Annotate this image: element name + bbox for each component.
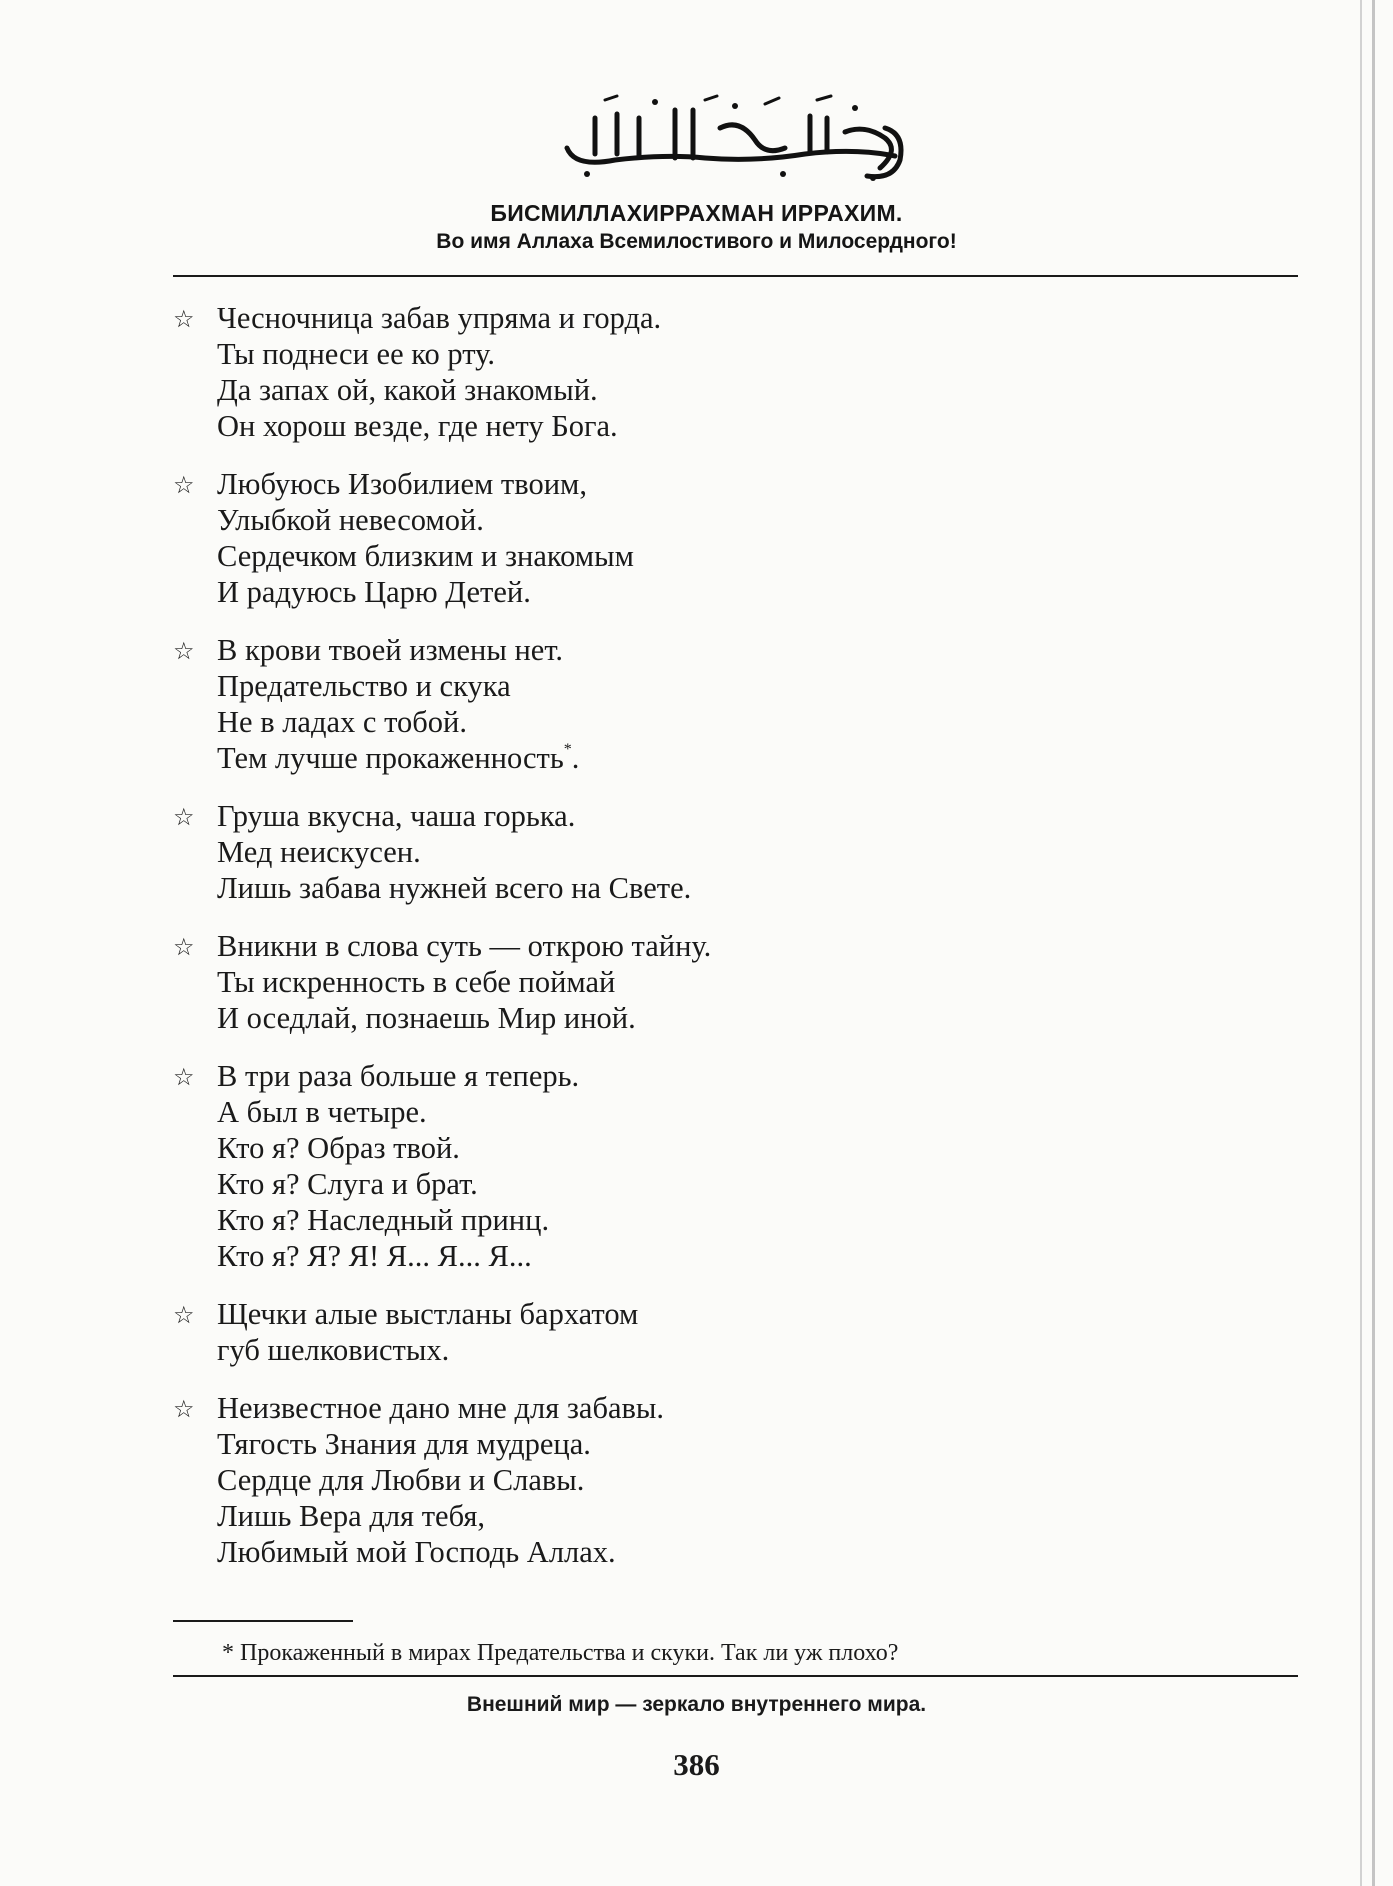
star-outline-icon: ☆ [173, 471, 195, 499]
poem-list [173, 300, 1273, 1592]
poem-line: Предательство и скука [217, 669, 511, 703]
footer-motto: Внешний мир — зеркало внутреннего мира. [466, 1693, 927, 1716]
poem-line-text: Тем лучше прокаженность [217, 741, 564, 775]
poem-line: Любуюсь Изобилием твоим, [217, 467, 587, 501]
stanza [173, 466, 1273, 610]
star-outline-icon: ☆ [173, 637, 195, 665]
poem-line: Да запах ой, какой знакомый. [217, 373, 598, 407]
page-number: 386 [673, 1747, 720, 1782]
poem-line: Ты поднеси ее ко рту. [217, 337, 495, 371]
poem-line: Сердце для Любви и Славы. [217, 1463, 585, 1497]
poem-line: Тягость Знания для мудреца. [217, 1427, 591, 1461]
poem-line: Мед неискусен. [217, 835, 421, 869]
stanza [173, 928, 1273, 1036]
poem-line: Щечки алые выстланы бархатом [217, 1297, 639, 1331]
poem-line: Груша вкусна, чаша горька. [217, 799, 576, 833]
header-rule [173, 275, 1298, 277]
poem-line: Лишь Вера для тебя, [217, 1499, 485, 1533]
poem-line: В три раза больше я теперь. [217, 1059, 580, 1093]
poem-line: губ шелковистых. [217, 1333, 450, 1367]
star-outline-icon: ☆ [173, 1063, 195, 1091]
star-outline-icon: ☆ [173, 933, 195, 961]
stanza [173, 1390, 1273, 1570]
footnote-mark: * [563, 741, 572, 758]
poem-line: Сердечком близким и знакомым [217, 539, 634, 573]
page-edge [1360, 0, 1362, 1886]
poem-line: И радуюсь Царю Детей. [217, 575, 531, 609]
stanza [173, 1296, 1273, 1368]
poem-line: Кто я? Наследный принц. [217, 1203, 550, 1237]
footer-rule [173, 1675, 1298, 1677]
star-outline-icon: ☆ [173, 1395, 195, 1423]
poem-line: Кто я? Слуга и брат. [217, 1167, 478, 1201]
stanza [173, 632, 1273, 776]
poem-line: Лишь забава нужней всего на Свете. [217, 871, 692, 905]
star-outline-icon: ☆ [173, 305, 195, 333]
footnote: * Прокаженный в мирах Предательства и скуки. Так ли уж плохо? [222, 1640, 899, 1666]
footnote-rule [173, 1620, 353, 1622]
poem-line: И оседлай, познаешь Мир иной. [217, 1001, 636, 1035]
poem-line: Вникни в слова суть — открою тайну. [217, 929, 712, 963]
poem-line: Неизвестное дано мне для забавы. [217, 1391, 665, 1425]
poem-line: Улыбкой невесомой. [217, 503, 484, 537]
star-outline-icon: ☆ [173, 1301, 195, 1329]
poem-line: А был в четыре. [217, 1095, 427, 1129]
poem-line: Тем лучше прокаженность*. [217, 741, 580, 775]
header-subtitle: Во имя Аллаха Всемилостивого и Милосердного! [436, 230, 957, 253]
header-title: БИСМИЛЛАХИРРАХМАН ИРРАХИМ. [490, 200, 903, 226]
poem-line: Любимый мой Господь Аллах. [217, 1535, 616, 1569]
poem-line: Не в ладах с тобой. [217, 705, 467, 739]
stanza [173, 1058, 1273, 1274]
basmala-calligraphy [555, 88, 915, 183]
poem-line: Кто я? Образ твой. [217, 1131, 460, 1165]
stanza [173, 300, 1273, 444]
poem-line: Кто я? Я? Я! Я... Я... Я... [217, 1239, 532, 1273]
poem-line: Ты искренность в себе поймай [217, 965, 616, 999]
poem-line: Чесночница забав упряма и горда. [217, 301, 662, 335]
poem-line: В крови твоей измены нет. [217, 633, 563, 667]
stanza [173, 798, 1273, 906]
page-edge-shadow [1372, 0, 1375, 1886]
poem-line: Он хорош везде, где нету Бога. [217, 409, 618, 443]
star-outline-icon: ☆ [173, 803, 195, 831]
